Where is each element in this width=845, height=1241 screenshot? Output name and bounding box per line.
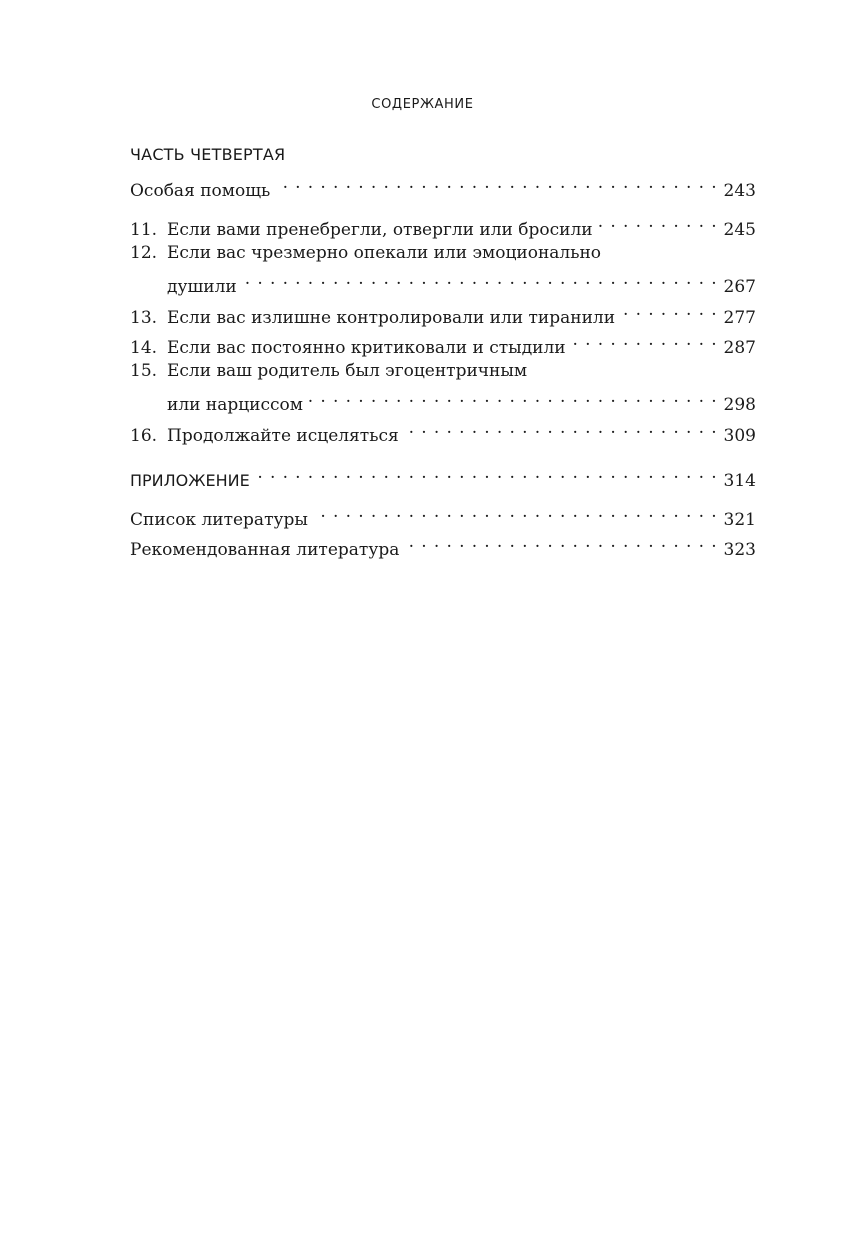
dot-leader — [307, 384, 718, 410]
chapter-number: 13. — [130, 308, 158, 328]
dot-leader — [597, 209, 718, 235]
dot-leader — [403, 529, 717, 555]
toc-entry-page: 309 — [723, 426, 756, 446]
toc-entry-chapter-12[interactable] — [130, 240, 756, 266]
running-head: СОДЕРЖАНИЕ — [371, 97, 474, 112]
toc-entry-chapter-16[interactable] — [130, 415, 756, 446]
toc-entry-page: 298 — [723, 395, 756, 415]
dot-leader — [403, 415, 718, 441]
toc-entry-title-line1: Если ваш родитель был эгоцентричным — [167, 361, 528, 381]
toc-entry-chapter-15[interactable] — [130, 358, 756, 384]
chapter-number: 14. — [130, 338, 158, 358]
toc-entry-title: ПРИЛОЖЕНИЕ — [130, 471, 250, 490]
toc-entry-title: Рекомендованная литература — [130, 540, 400, 560]
toc-entry-title: Список литературы — [130, 510, 308, 530]
toc-entry-title: Продолжайте исцеляться — [167, 426, 399, 446]
toc-entry-title: Если вами пренебрегли, отвергли или бросили — [167, 220, 593, 240]
part-label: ЧАСТЬ ЧЕТВЕРТАЯ — [130, 145, 286, 164]
dot-leader — [274, 170, 717, 196]
toc-entry-appendix[interactable] — [130, 460, 756, 491]
toc-entry-chapter-12-cont[interactable] — [130, 266, 756, 297]
toc-entry-page: 321 — [723, 510, 756, 530]
toc-entry-page: 314 — [723, 471, 756, 491]
dot-leader — [619, 297, 718, 323]
dot-leader — [570, 327, 718, 353]
chapter-number: 12. — [130, 243, 158, 263]
toc-entry-title-line2: душили — [167, 277, 237, 297]
toc-entry-recommended-reading[interactable] — [130, 529, 756, 560]
chapter-number: 15. — [130, 361, 158, 381]
toc-entry-page: 277 — [723, 308, 756, 328]
toc-entry-chapter-14[interactable] — [130, 327, 756, 358]
toc-entry-chapter-11[interactable] — [130, 209, 756, 240]
toc-entry-title-line1: Если вас чрезмерно опекали или эмоционально — [167, 243, 602, 263]
toc-entry-page: 243 — [723, 181, 756, 201]
dot-leader — [312, 499, 718, 525]
toc-entry-title-line2: или нарциссом — [167, 395, 303, 415]
chapter-number: 11. — [130, 220, 158, 240]
toc-entry-chapter-15-cont[interactable] — [130, 384, 756, 415]
toc-entry-intro[interactable] — [130, 170, 756, 201]
toc-entry-title: Если вас излишне контролировали или тиранили — [167, 308, 616, 328]
chapter-number: 16. — [130, 426, 158, 446]
toc-entry-page: 323 — [723, 540, 756, 560]
toc-entry-chapter-13[interactable] — [130, 297, 756, 328]
toc-entry-page: 245 — [723, 220, 756, 240]
toc-entry-title: Особая помощь — [130, 181, 271, 201]
toc-entry-title: Если вас постоянно критиковали и стыдили — [167, 338, 566, 358]
toc-entry-page: 287 — [723, 338, 756, 358]
toc-entry-bibliography[interactable] — [130, 499, 756, 530]
toc-entry-page: 267 — [723, 277, 756, 297]
dot-leader — [254, 460, 718, 486]
dot-leader — [241, 266, 718, 292]
